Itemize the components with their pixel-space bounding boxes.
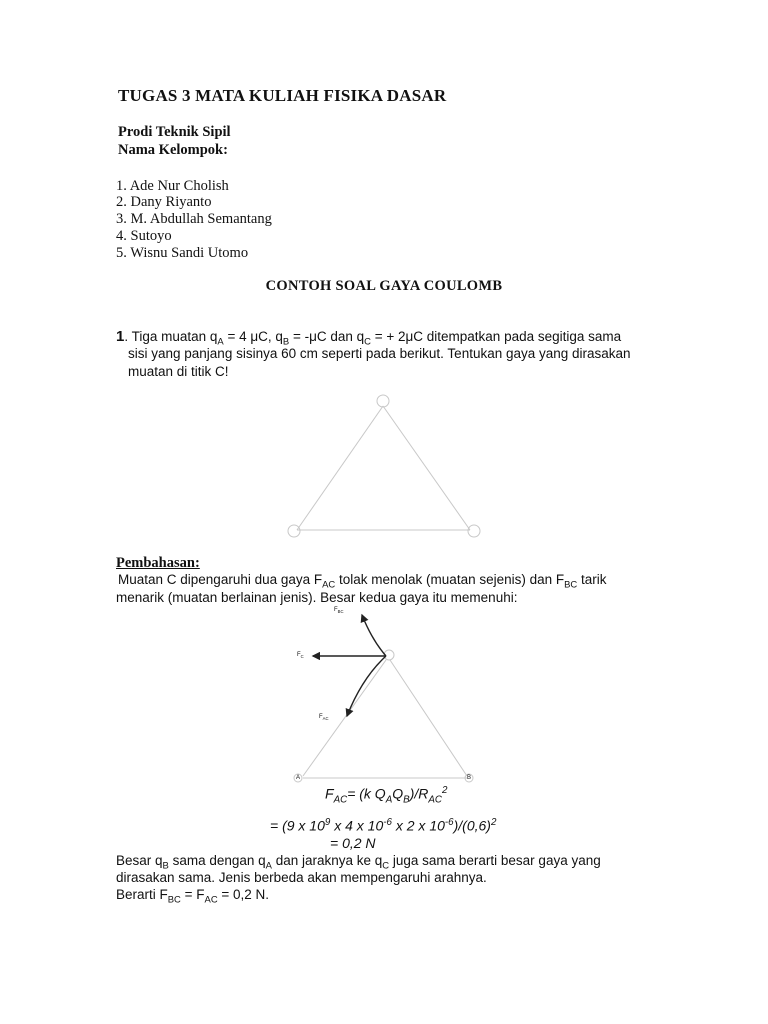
sub: A [217, 336, 224, 348]
sub: C [300, 654, 304, 660]
conclusion-line-3 [116, 887, 269, 906]
text: F [334, 607, 338, 613]
text: = + 2μC ditempatkan pada segitiga sama [370, 329, 622, 344]
sub: BC [167, 894, 181, 906]
force-triangle-side-ac [303, 660, 386, 776]
sub: B [282, 336, 290, 348]
sub: BC [564, 579, 578, 591]
force-triangle-side-bc [390, 660, 467, 776]
text: sama dengan q [168, 853, 266, 868]
conclusion-line-2: dirasakan sama. Jenis berbeda akan mempengaruhi arahnya. [116, 870, 487, 885]
text: F [319, 714, 323, 720]
sub: B [162, 860, 169, 872]
sub: B [403, 794, 410, 806]
text: Q [392, 785, 404, 802]
sub: C [382, 860, 390, 872]
text: F [297, 652, 301, 658]
sup: -6 [444, 817, 454, 828]
sub: AC [322, 579, 336, 591]
sup: -6 [383, 817, 392, 828]
sub: AC [204, 894, 218, 906]
problem-line-2: sisi yang panjang sisinya 60 cm seperti pada berikut. Tentukan gaya yang dirasakan [128, 346, 631, 361]
conclusion-line-1 [116, 853, 601, 872]
text: x 4 x 10 [330, 817, 384, 834]
text: dan jaraknya ke q [271, 853, 383, 868]
member-item: 1. Ade Nur Cholish [116, 178, 229, 194]
solution-heading: Pembahasan: [116, 555, 200, 571]
text: = (k Q [347, 785, 386, 802]
equation-line-1 [325, 785, 447, 805]
sub: AC [428, 794, 442, 806]
sup: 2 [490, 817, 497, 828]
sub: A [265, 860, 272, 872]
solution-line-2: menarik (muatan berlainan jenis). Besar kedua gaya itu memenuhi: [116, 590, 518, 605]
sub: A [385, 794, 393, 806]
text: = -μC dan q [289, 329, 365, 344]
kelompok-label: Nama Kelompok: [118, 142, 228, 158]
label-fac [319, 714, 329, 721]
document-title: TUGAS 3 MATA KULIAH FISIKA DASAR [118, 86, 447, 105]
text: Berarti F [116, 887, 168, 902]
text: juga sama berarti besar gaya yang [389, 853, 601, 868]
force-bc-arrow [362, 615, 386, 656]
text: = 4 μC, q [223, 329, 283, 344]
sub: BC [337, 609, 344, 615]
sup: 9 [324, 817, 331, 828]
text: F [325, 785, 334, 802]
label-a: A [296, 775, 301, 781]
text: tolak menolak (muatan sejenis) dan F [335, 572, 565, 587]
sup: 2 [441, 785, 448, 796]
text: = 0,2 N. [217, 887, 270, 902]
member-item: 4. Sutoyo [116, 228, 172, 244]
text: )/R [409, 785, 429, 802]
text: Muatan C dipengaruhi dua gaya F [118, 572, 323, 587]
prodi-label: Prodi Teknik Sipil [118, 124, 231, 140]
label-fc [297, 652, 304, 659]
text: Besar q [116, 853, 163, 868]
label-b: B [467, 775, 472, 781]
sub: AC [333, 794, 348, 806]
member-item: 3. M. Abdullah Semantang [116, 211, 272, 227]
text: x 2 x 10 [391, 817, 445, 834]
sub: AC [322, 716, 329, 722]
section-heading: CONTOH SOAL GAYA COULOMB [265, 278, 503, 294]
sub: C [364, 336, 371, 348]
equation-line-2 [270, 817, 496, 834]
equation-line-3: = 0,2 N [330, 835, 376, 851]
problem-line-3: muatan di titik C! [128, 364, 229, 379]
member-item: 2. Dany Riyanto [116, 194, 212, 210]
text: = F [180, 887, 205, 902]
label-fbc [334, 607, 344, 614]
text: = (9 x 10 [270, 817, 325, 834]
member-item: 5. Wisnu Sandi Utomo [116, 245, 249, 261]
problem-number: 1 [116, 328, 125, 345]
text: )/(0,6) [453, 817, 491, 834]
text: tarik [577, 572, 607, 587]
text: . Tiga muatan q [124, 329, 218, 344]
